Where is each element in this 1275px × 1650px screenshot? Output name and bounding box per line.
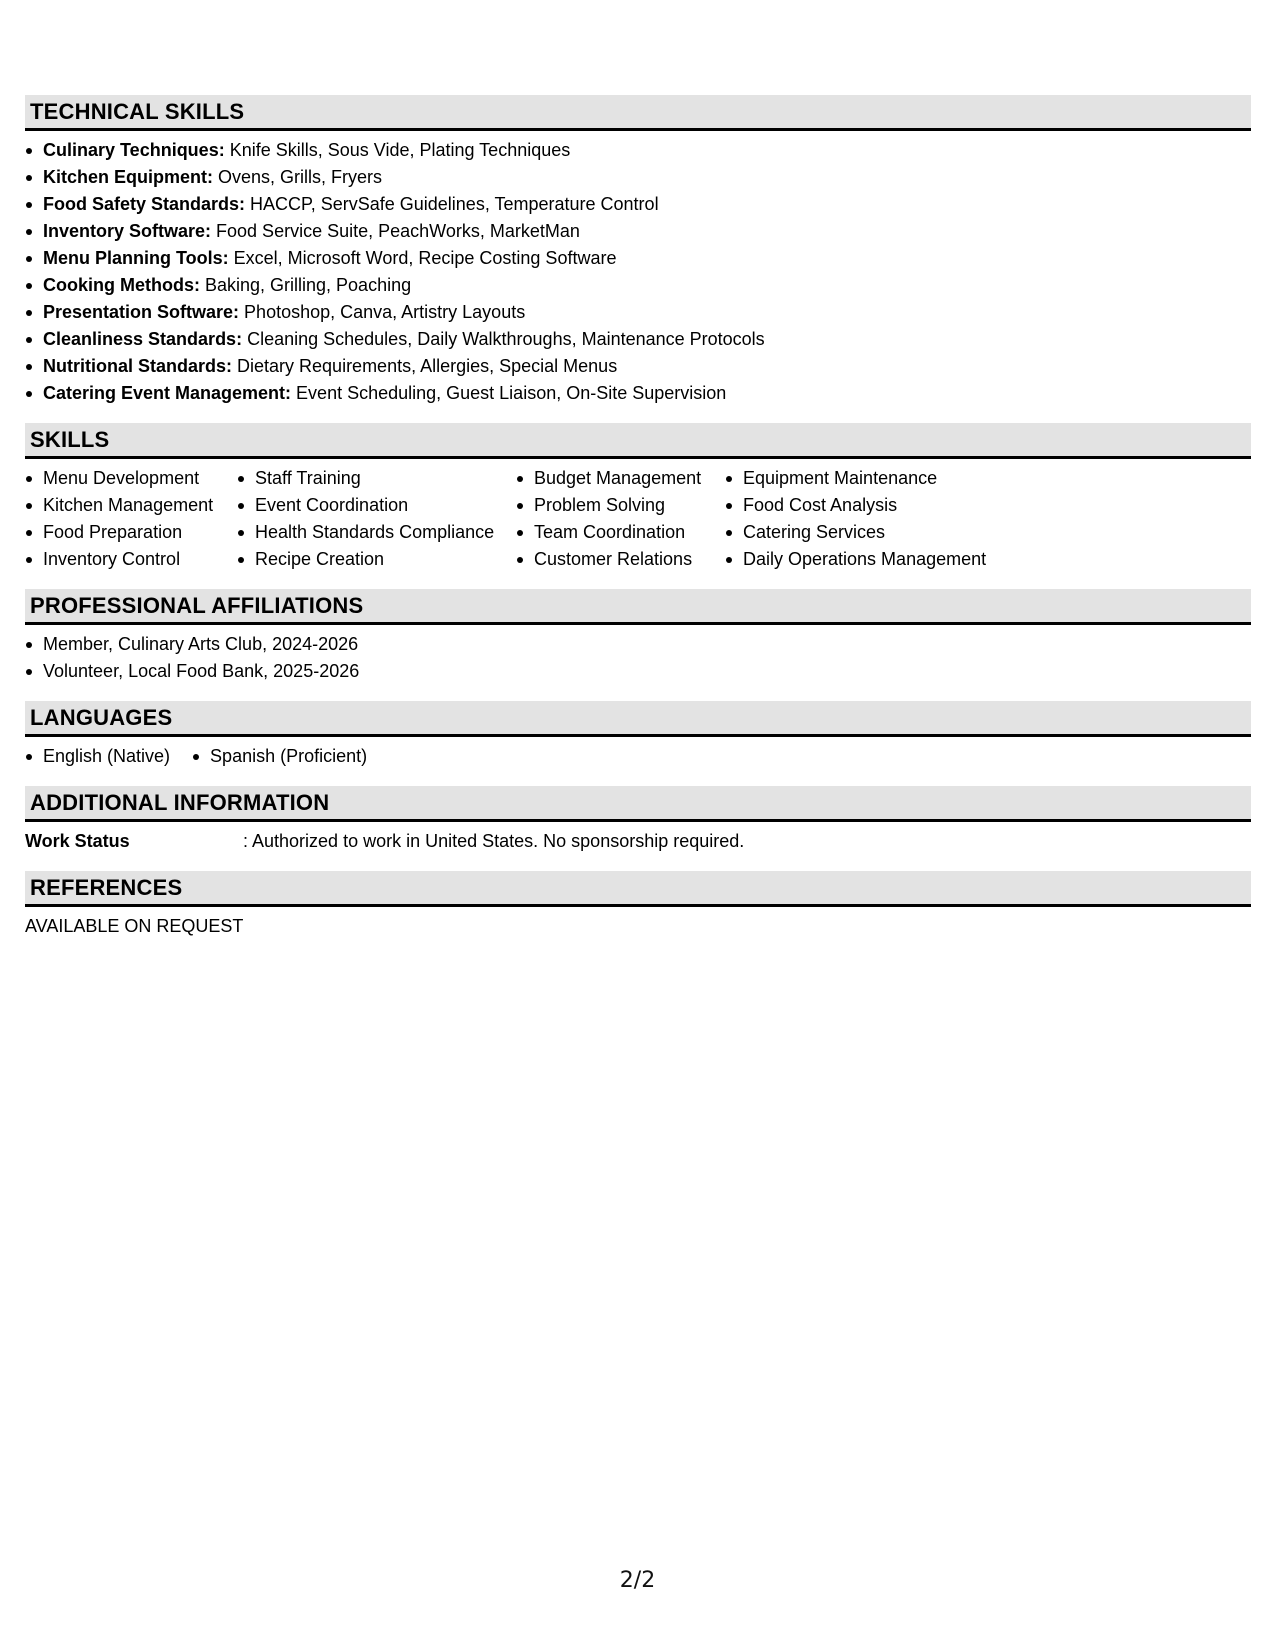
- technical-skill-label: Food Safety Standards:: [43, 194, 246, 214]
- languages-heading: LANGUAGES: [25, 701, 1251, 737]
- technical-skill-text: Photoshop, Canva, Artistry Layouts: [239, 302, 526, 322]
- additional-information-heading: ADDITIONAL INFORMATION: [25, 786, 1251, 822]
- affiliations-heading: PROFESSIONAL AFFILIATIONS: [25, 589, 1251, 625]
- skill-item: Daily Operations Management: [725, 546, 1025, 573]
- references-heading: REFERENCES: [25, 871, 1251, 907]
- technical-skill-label: Cleanliness Standards:: [43, 329, 243, 349]
- references-body: [25, 907, 1251, 940]
- technical-skills-list: [25, 137, 1251, 407]
- technical-skill-item: [25, 299, 1251, 326]
- skills-body: [25, 459, 1251, 589]
- technical-skill-text: HACCP, ServSafe Guidelines, Temperature Control: [245, 194, 659, 214]
- technical-skill-label: Catering Event Management:: [43, 383, 292, 403]
- languages-body: [25, 737, 1251, 786]
- skills-heading: SKILLS: [25, 423, 1251, 459]
- technical-skill-text: Event Scheduling, Guest Liaison, On-Site Supervision: [291, 383, 727, 403]
- skill-item: Food Cost Analysis: [725, 492, 1025, 519]
- skill-item: Staff Training: [237, 465, 516, 492]
- technical-skill-item: [25, 353, 1251, 380]
- skills-column-3: [516, 465, 725, 573]
- technical-skill-item: [25, 326, 1251, 353]
- skill-item: Budget Management: [516, 465, 725, 492]
- skills-section: [25, 423, 1251, 589]
- technical-skill-item: [25, 272, 1251, 299]
- technical-skill-item: [25, 191, 1251, 218]
- technical-skill-text: Dietary Requirements, Allergies, Special Menus: [232, 356, 618, 376]
- skill-item: Event Coordination: [237, 492, 516, 519]
- affiliations-section: [25, 589, 1251, 701]
- languages-section: [25, 701, 1251, 786]
- work-status-value: : Authorized to work in United States. No sponsorship required.: [243, 831, 745, 851]
- technical-skills-heading: TECHNICAL SKILLS: [25, 95, 1251, 131]
- references-section: [25, 871, 1251, 940]
- technical-skill-item: [25, 380, 1251, 407]
- technical-skill-label: Menu Planning Tools:: [43, 248, 229, 268]
- technical-skill-item: [25, 245, 1251, 272]
- skill-item: Menu Development: [25, 465, 237, 492]
- affiliation-item: Member, Culinary Arts Club, 2024-2026: [25, 631, 1251, 658]
- language-item: English (Native): [25, 743, 170, 770]
- affiliations-body: [25, 625, 1251, 701]
- technical-skill-text: Knife Skills, Sous Vide, Plating Techniques: [224, 140, 571, 160]
- language-item: Spanish (Proficient): [192, 743, 367, 770]
- affiliation-item: Volunteer, Local Food Bank, 2025-2026: [25, 658, 1251, 685]
- work-status-label: Work Status: [25, 831, 130, 851]
- skill-item: Team Coordination: [516, 519, 725, 546]
- technical-skills-body: [25, 131, 1251, 423]
- additional-information-section: [25, 786, 1251, 871]
- skill-item: Kitchen Management: [25, 492, 237, 519]
- references-text: AVAILABLE ON REQUEST: [25, 916, 244, 936]
- technical-skill-label: Cooking Methods:: [43, 275, 200, 295]
- technical-skills-section: [25, 95, 1251, 423]
- skill-item: Inventory Control: [25, 546, 237, 573]
- resume-page: [25, 95, 1251, 940]
- additional-information-body: [25, 822, 1251, 871]
- technical-skill-text: Cleaning Schedules, Daily Walkthroughs, Maintenance Protocols: [242, 329, 765, 349]
- technical-skill-label: Nutritional Standards:: [43, 356, 233, 376]
- skills-column-4: [725, 465, 1025, 573]
- technical-skill-item: [25, 164, 1251, 191]
- technical-skill-label: Kitchen Equipment:: [43, 167, 213, 187]
- skill-item: Equipment Maintenance: [725, 465, 1025, 492]
- technical-skill-label: Inventory Software:: [43, 221, 212, 241]
- skills-column-1: [25, 465, 237, 573]
- skill-item: Recipe Creation: [237, 546, 516, 573]
- technical-skill-text: Ovens, Grills, Fryers: [213, 167, 383, 187]
- technical-skill-label: Presentation Software:: [43, 302, 240, 322]
- technical-skill-text: Food Service Suite, PeachWorks, MarketMan: [211, 221, 580, 241]
- page-number: 2/2: [619, 1568, 656, 1593]
- skill-item: Health Standards Compliance: [237, 519, 516, 546]
- skills-column-2: [237, 465, 516, 573]
- skill-item: Catering Services: [725, 519, 1025, 546]
- technical-skill-text: Baking, Grilling, Poaching: [199, 275, 412, 295]
- technical-skill-text: Excel, Microsoft Word, Recipe Costing Software: [228, 248, 617, 268]
- technical-skill-item: [25, 218, 1251, 245]
- technical-skill-item: [25, 137, 1251, 164]
- skill-item: Problem Solving: [516, 492, 725, 519]
- technical-skill-label: Culinary Techniques:: [43, 140, 225, 160]
- skill-item: Customer Relations: [516, 546, 725, 573]
- skill-item: Food Preparation: [25, 519, 237, 546]
